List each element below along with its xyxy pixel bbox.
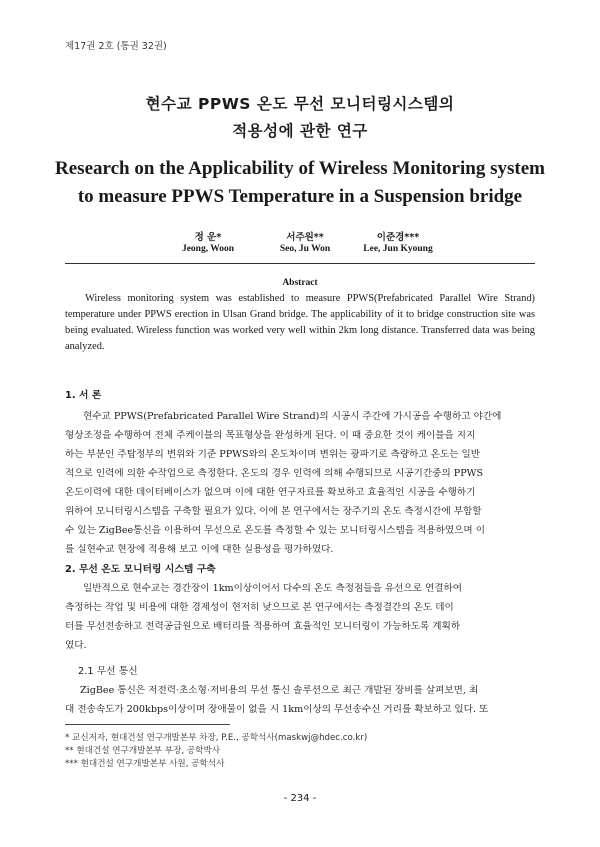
section-2-heading: 2. 무선 온도 모니터링 시스템 구축 bbox=[65, 564, 216, 575]
section-1-line: 온도이력에 대한 데이터베이스가 없으며 이에 대한 연구자료를 확보하고 효율적인 시공을 수행하기 bbox=[65, 487, 476, 498]
author-3-korean: 이준경*** bbox=[376, 232, 420, 243]
section-2-1-line: 대 전송속도가 200kbps이상이며 장애물이 없을 시 1km이상의 무선송수신 거리를 확보하고 있다. 또 bbox=[65, 704, 489, 715]
author-1-english: Jeong, Woon bbox=[181, 244, 235, 254]
section-2-1-line: ZigBee 통신은 저전력·초소형·저비용의 무선 통신 솔루션으로 최근 개발된 장비를 살펴보면, 최 bbox=[80, 685, 479, 696]
section-1-heading: 1. 서 론 bbox=[65, 390, 102, 401]
section-1-line: 수 있는 ZigBee통신을 이용하여 무선으로 온도를 측정할 수 있는 모니터링시스템을 적용하였으며 이 bbox=[65, 525, 485, 536]
section-2-line: 터를 무선전송하고 전력공급원으로 배터리를 적용하여 효율적인 모니터링이 가능하도록 계획하 bbox=[65, 621, 461, 632]
footnote-rule bbox=[65, 724, 230, 725]
journal-header: 제17권 2호 (통권 32권) bbox=[65, 41, 167, 52]
section-1-line: 현수교 PPWS(Prefabricated Parallel Wire Strand)의 시공시 주간에 가시공을 수행하고 야간에 bbox=[83, 411, 502, 422]
author-2-english: Seo, Ju Won bbox=[279, 244, 331, 254]
section-1-line: 적으로 인력에 의한 수작업으로 측정한다. 온도의 경우 인력에 의해 수행되므로 시공기간중의 PPWS bbox=[65, 468, 484, 479]
author-3-english: Lee, Jun Kyoung bbox=[363, 244, 433, 254]
author-1-korean: 정 운* bbox=[194, 232, 222, 243]
footnote-3: *** 현대건설 연구개발본부 사원, 공학석사 bbox=[65, 759, 225, 769]
section-1-line: 위하여 모니터링시스템을 구축할 필요가 있다. 이에 본 연구에서는 장주기의 온도 측정시간에 부합할 bbox=[65, 506, 482, 517]
footnote-2: ** 현대건설 연구개발본부 부장, 공학박사 bbox=[65, 746, 221, 756]
english-title-line2: to measure PPWS Temperature in a Suspension bridge bbox=[77, 186, 523, 207]
section-2-1-heading: 2.1 무선 통신 bbox=[78, 666, 138, 677]
section-2-line: 였다. bbox=[65, 640, 87, 651]
section-1-line: 를 실현수교 현장에 적용해 보고 이에 대한 실용성을 평가하였다. bbox=[65, 544, 334, 555]
abstract-text: Wireless monitoring system was established to measure PPWS(Prefabricated Parallel Wire Strand) temperature under PPWS erection in Ulsan Grand bridge. The applicability of it to bridge construction site was being evaluated. Wireless function was worked very well within 2km long distance. Transferred data was being analyzed. bbox=[65, 293, 535, 352]
section-2-line: 일반적으로 현수교는 경간장이 1km이상이어서 다수의 온도 측정점들을 유선으로 연결하여 bbox=[83, 583, 463, 594]
english-title-line1: Research on the Applicability of Wireless Monitoring system bbox=[55, 158, 545, 179]
title-rule bbox=[65, 263, 535, 264]
page-number: - 234 - bbox=[283, 793, 317, 804]
footnote-1: * 교신저자, 현대건설 연구개발본부 차장, P.E., 공학석사(maskwj@hdec.co.kr) bbox=[65, 733, 368, 743]
korean-title-line1: 현수교 PPWS 온도 무선 모니터링시스템의 bbox=[145, 95, 455, 113]
section-1-line: 하는 부분인 주탑정부의 변위와 기준 PPWS와의 온도차이며 변위는 광파기로 측량하고 온도는 일반 bbox=[65, 449, 481, 460]
korean-title-line2: 적용성에 관한 연구 bbox=[232, 122, 368, 140]
abstract-heading: Abstract bbox=[282, 278, 318, 288]
section-2-line: 측정하는 작업 및 비용에 대한 경제성이 현저히 낮으므로 본 연구에서는 측정결간의 온도 데이 bbox=[65, 602, 454, 613]
section-1-line: 형상조정을 수행하여 전체 주케이블의 목표형상을 완성하게 된다. 이 때 중요한 것이 케이블을 지지 bbox=[65, 430, 476, 441]
author-2-korean: 서주원** bbox=[286, 232, 324, 243]
